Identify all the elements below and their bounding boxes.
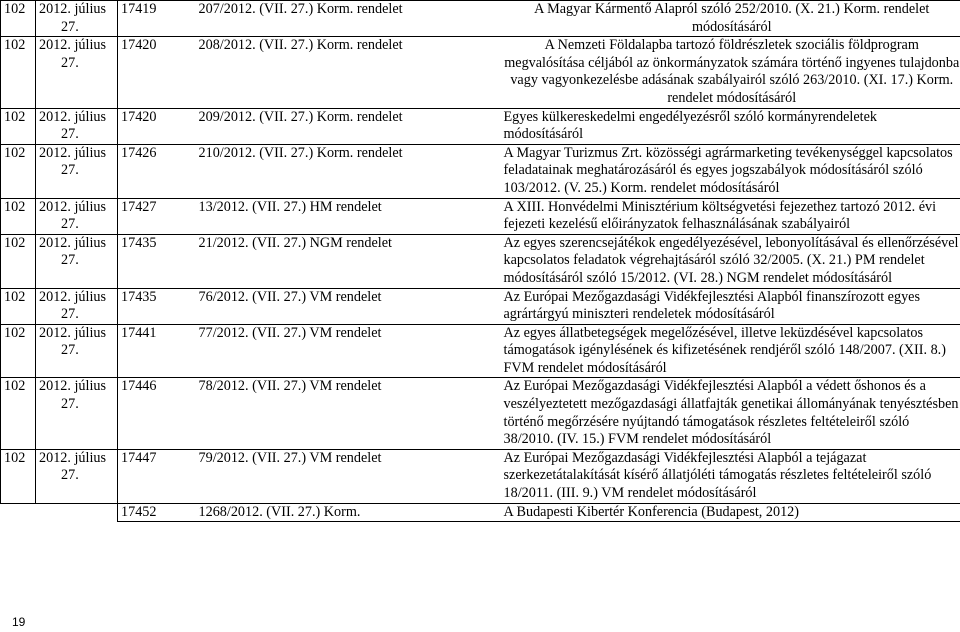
date-day: 27. xyxy=(61,467,79,484)
regulation-title: A Magyar Kármentő Alapról szóló 252/2010. (X. 21.) Korm. rendelet módosításáról xyxy=(502,1,960,37)
table-row xyxy=(1,449,960,503)
page-number: 19 xyxy=(12,615,26,629)
issue-date xyxy=(36,108,118,144)
page-reference: 17435 xyxy=(118,234,199,288)
page-reference: 17441 xyxy=(118,324,199,378)
issue-number: 102 xyxy=(1,449,36,503)
date-day: 27. xyxy=(61,54,79,71)
regulation-reference: 210/2012. (VII. 27.) Korm. rendelet xyxy=(199,144,502,198)
regulation-reference: 208/2012. (VII. 27.) Korm. rendelet xyxy=(199,37,502,108)
regulation-title: Egyes külkereskedelmi engedélyezésről szóló kormányrendeletek módosításáról xyxy=(502,108,960,144)
page-reference: 17419 xyxy=(118,1,199,37)
issue-number: 102 xyxy=(1,1,36,37)
regulation-title: Az egyes állatbetegségek megelőzésével, illetve leküzdésével kapcsolatos támogatások igénylésének és kifizetésének rendjéről szóló 148/2007. (XII. 8.) FVM rendelet módosításáról xyxy=(502,324,960,378)
issue-date xyxy=(36,449,118,503)
issue-number: 102 xyxy=(1,144,36,198)
date-month: 2012. július xyxy=(39,288,107,305)
date-day: 27. xyxy=(61,252,79,269)
page-reference: 17426 xyxy=(118,144,199,198)
issue-number: 102 xyxy=(1,324,36,378)
regulation-title: A Magyar Turizmus Zrt. közösségi agrármarketing tevékenységgel kapcsolatos feladatainak meghatározásáról és egyes jogszabályok módosításáról szóló 103/2012. (V. 25.) Korm. rendelet módosításáról xyxy=(502,144,960,198)
page-reference: 17427 xyxy=(118,198,199,234)
issue-date xyxy=(36,234,118,288)
date-day: 27. xyxy=(61,216,79,233)
issue-number: 102 xyxy=(1,378,36,449)
regulation-reference: 76/2012. (VII. 27.) VM rendelet xyxy=(199,288,502,324)
date-month: 2012. július xyxy=(39,37,107,54)
date-month: 2012. július xyxy=(39,144,107,161)
issue-number: 102 xyxy=(1,37,36,108)
issue-date xyxy=(36,324,118,378)
regulation-reference: 78/2012. (VII. 27.) VM rendelet xyxy=(199,378,502,449)
regulation-title: A XIII. Honvédelmi Minisztérium költségvetési fejezethez tartozó 2012. évi fejezeti kezelésű előirányzatok felhasználásának szabályairól xyxy=(502,198,960,234)
date-day: 27. xyxy=(61,18,79,35)
page-reference: 17446 xyxy=(118,378,199,449)
date-month: 2012. július xyxy=(39,198,107,215)
regulation-title: Az Európai Mezőgazdasági Vidékfejlesztési Alapból a védett őshonos és a veszélyeztetett mezőgazdasági állatfajták genetikai állományának tenyésztésben történő megőrzésére nyújtandó támogatások részletes feltételeiről szóló 38/2010. (IV. 15.) FVM rendelet módosításáról xyxy=(502,378,960,449)
page-reference: 17435 xyxy=(118,288,199,324)
page-reference: 17447 xyxy=(118,449,199,503)
table-row xyxy=(1,108,960,144)
table-row xyxy=(1,503,960,522)
issue-date xyxy=(36,144,118,198)
table-row xyxy=(1,234,960,288)
regulation-title: Az Európai Mezőgazdasági Vidékfejlesztési Alapból a tejágazat szerkezetátalakítását kísérő állatjóléti támogatás részletes feltételeiről szóló 18/2011. (III. 9.) VM rendelet módosításáról xyxy=(502,449,960,503)
issue-number: 102 xyxy=(1,234,36,288)
table-row xyxy=(1,288,960,324)
table-row xyxy=(1,1,960,37)
regulation-reference: 13/2012. (VII. 27.) HM rendelet xyxy=(199,198,502,234)
table-row xyxy=(1,37,960,108)
date-day: 27. xyxy=(61,126,79,143)
date-day: 27. xyxy=(61,162,79,179)
date-day: 27. xyxy=(61,396,79,413)
issue-date xyxy=(36,288,118,324)
regulation-reference: 209/2012. (VII. 27.) Korm. rendelet xyxy=(199,108,502,144)
issue-number: 102 xyxy=(1,198,36,234)
date-day: 27. xyxy=(61,306,79,323)
regulation-reference: 1268/2012. (VII. 27.) Korm. xyxy=(199,503,502,522)
regulation-title: Az Európai Mezőgazdasági Vidékfejlesztési Alapból finanszírozott egyes agrártárgyú miniszteri rendeletek módosításáról xyxy=(502,288,960,324)
issue-date xyxy=(36,378,118,449)
issue-date xyxy=(36,37,118,108)
issue-date xyxy=(36,198,118,234)
date-month: 2012. július xyxy=(39,108,107,125)
regulation-title: A Budapesti Kibertér Konferencia (Budapest, 2012) xyxy=(502,503,960,522)
table-row xyxy=(1,324,960,378)
issue-number: 102 xyxy=(1,108,36,144)
issue-number: 102 xyxy=(1,288,36,324)
regulation-reference: 79/2012. (VII. 27.) VM rendelet xyxy=(199,449,502,503)
regulation-title: A Nemzeti Földalapba tartozó földrészletek szociális földprogram megvalósítása céljából az önkormányzatok számára történő ingyenes tulajdonba vagy vagyonkezelésbe adásának szabályairól szóló 263/2010. (XI. 17.) Korm. rendelet módosításáról xyxy=(502,37,960,108)
date-month: 2012. július xyxy=(39,324,107,341)
issue-date xyxy=(36,1,118,37)
date-day: 27. xyxy=(61,342,79,359)
empty-cell xyxy=(1,503,118,522)
page-reference: 17452 xyxy=(118,503,199,522)
regulation-reference: 77/2012. (VII. 27.) VM rendelet xyxy=(199,324,502,378)
date-month: 2012. július xyxy=(39,378,107,395)
table-row xyxy=(1,144,960,198)
date-month: 2012. július xyxy=(39,449,107,466)
page-reference: 17420 xyxy=(118,108,199,144)
regulation-title: Az egyes szerencsejátékok engedélyezésével, lebonyolításával és ellenőrzésével kapcsolatos feladatok végrehajtásáról szóló 32/2005. (X. 21.) PM rendelet módosításáról szóló 15/2012. (VI. 28.) NGM rendelet módosításáról xyxy=(502,234,960,288)
table-body xyxy=(1,1,960,522)
date-month: 2012. július xyxy=(39,1,107,17)
date-month: 2012. július xyxy=(39,234,107,251)
table-row xyxy=(1,198,960,234)
regulation-reference: 21/2012. (VII. 27.) NGM rendelet xyxy=(199,234,502,288)
page-reference: 17420 xyxy=(118,37,199,108)
table-row xyxy=(1,378,960,449)
regulation-reference: 207/2012. (VII. 27.) Korm. rendelet xyxy=(199,1,502,37)
